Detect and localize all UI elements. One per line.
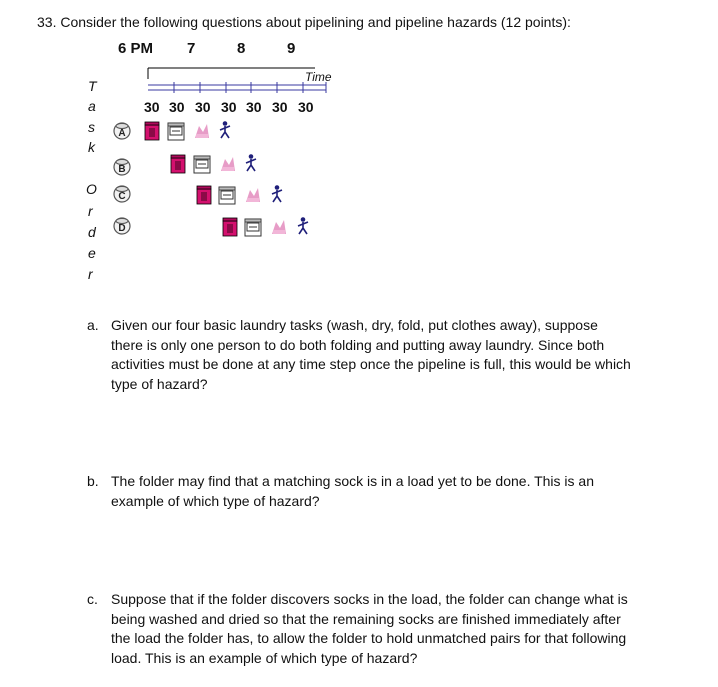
question-title: 33. Consider the following questions about pipelining and pipeline hazards (12 points):: [37, 14, 571, 30]
slot-label: 30: [272, 99, 288, 115]
task-order-letter: r: [88, 203, 93, 219]
subquestion-a: [87, 316, 647, 396]
slot-label: 30: [144, 99, 160, 115]
washer-icon: [197, 186, 211, 204]
task-order-letter: T: [88, 78, 97, 94]
load-c-label: C: [118, 191, 126, 202]
dryer-icon: [194, 156, 210, 173]
subquestion-letter: b.: [87, 473, 99, 489]
washer-icon: [223, 218, 237, 236]
task-order-letter: r: [88, 266, 93, 282]
dryer-icon: [219, 187, 235, 204]
time-label-9: 9: [287, 40, 296, 57]
folding-icon: [246, 188, 260, 202]
load-d-label: D: [118, 223, 126, 234]
task-order-letter: O: [86, 181, 97, 197]
time-label-8: 8: [237, 40, 246, 57]
load-a-label: A: [118, 128, 126, 139]
task-order-letter: e: [88, 245, 96, 261]
folding-icon: [221, 157, 235, 171]
put-away-person-icon: [220, 121, 230, 138]
task-order-letter: s: [88, 119, 95, 135]
slot-label: 30: [195, 99, 211, 115]
folding-icon: [272, 220, 286, 234]
slot-label: 30: [246, 99, 262, 115]
subquestion-b: [87, 472, 647, 512]
subquestion-text: Suppose that if the folder discovers socks in the load, the folder can change what is being washed and dried so that the remaining socks are finished immediately after the load the folder has, to allow the folder to hold unmatched pairs for that following load. This is an example of which type of hazard?: [111, 591, 628, 666]
slot-label: 30: [221, 99, 237, 115]
time-label-6pm: 6 PM: [118, 40, 154, 57]
laundry-pipeline-diagram: [100, 55, 340, 255]
subquestion-text: The folder may find that a matching sock is in a load yet to be done. This is an example of which type of hazard?: [111, 473, 595, 509]
time-label-7: 7: [187, 40, 196, 57]
slot-label: 30: [169, 99, 185, 115]
washer-icon: [171, 155, 185, 173]
put-away-person-icon: [298, 217, 308, 234]
subquestion-letter: c.: [87, 591, 98, 607]
task-order-letter: a: [88, 98, 96, 114]
washer-icon: [145, 122, 159, 140]
subquestion-c: [87, 590, 647, 670]
time-axis-label: Time: [305, 70, 332, 84]
subquestion-letter: a.: [87, 317, 99, 333]
put-away-person-icon: [272, 185, 282, 202]
load-b-label: B: [118, 164, 126, 175]
dryer-icon: [245, 219, 261, 236]
task-order-letter: d: [88, 224, 96, 240]
dryer-icon: [168, 123, 184, 140]
put-away-person-icon: [246, 154, 256, 171]
slot-label: 30: [298, 99, 314, 115]
task-order-letter: k: [88, 139, 95, 155]
folding-icon: [195, 124, 209, 138]
subquestion-text: Given our four basic laundry tasks (wash, dry, fold, put clothes away), suppose there is only one person to do both folding and putting away laundry. Since both activities must be done at any time step once the pipeline is full, this would be which type of hazard?: [111, 317, 631, 392]
